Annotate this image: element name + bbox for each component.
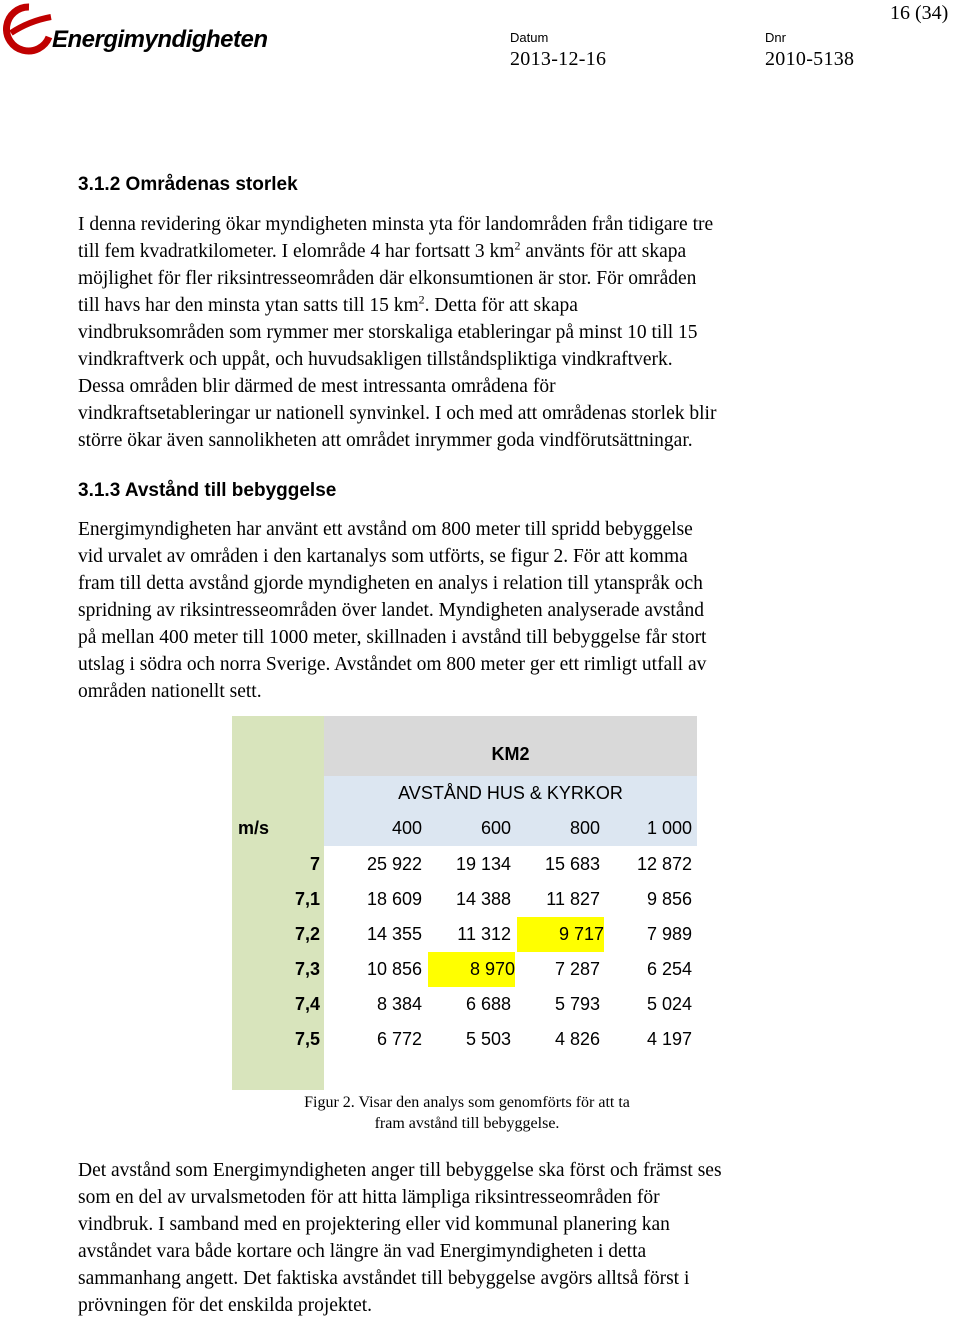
table-cell: 5 024 [646, 994, 692, 1014]
table-subtitle: AVSTÅND HUS & KYRKOR [398, 783, 623, 803]
table-cell: 6 688 [465, 994, 511, 1014]
energimyndigheten-logo-icon [3, 3, 55, 55]
dnr-label: Dnr [765, 30, 786, 45]
table-cell-highlighted [517, 917, 604, 952]
paragraph-line: Det avstånd som Energimyndigheten anger till bebyggelse ska först och främst ses [78, 1160, 722, 1181]
table-cell: 5 793 [554, 994, 600, 1014]
table-cell: 6 254 [646, 959, 692, 979]
paragraph-line: avståndet vara både kortare och längre än vad Energimyndigheten i detta [78, 1241, 647, 1262]
dnr-value: 2010-5138 [765, 48, 855, 70]
date-value: 2013-12-16 [510, 48, 607, 70]
paragraph-line: möjlighet för fler riksintresseområden där elkonsumtionen är stor. För områden [78, 268, 697, 289]
table-cell: 9 856 [646, 889, 692, 909]
paragraph-line: större ökar även sannolikheten att området inrymmer goda vindförutsättningar. [78, 430, 693, 451]
caption-line: fram avstånd till bebyggelse. [374, 1115, 560, 1132]
table-cell-highlighted [428, 952, 515, 987]
paragraph-line: sammanhang angett. Det faktiska avståndet till bebyggelse avgörs alltså först i [78, 1268, 690, 1289]
table-cell: 6 772 [376, 1029, 422, 1049]
table-cell-value: 8 970 [469, 959, 515, 979]
section-heading-avstand-till-bebyggelse: 3.1.3 Avstånd till bebyggelse [78, 480, 337, 501]
table-column-header: 800 [569, 818, 600, 838]
table-cell: 11 312 [457, 924, 511, 944]
paragraph-line: fram till detta avstånd gjorde myndigheten en analys i relation till ytanspråk och [78, 573, 703, 594]
table-row-label: 7 [309, 854, 320, 874]
paragraph-line: vindbruksområden som rymmer mer storskaliga etableringar på minst 10 till 15 [78, 322, 698, 343]
paragraph-line: områden nationellt sett. [78, 681, 262, 702]
table-column-header: 400 [391, 818, 422, 838]
page-number: 16 (34) [890, 2, 949, 24]
table-row-label: 7,1 [294, 889, 320, 909]
paragraph-line: Dessa områden blir därmed de mest intressanta områdena för [78, 376, 556, 397]
figure-caption [262, 1092, 672, 1134]
table-row-header-label: m/s [238, 818, 270, 838]
line-text: till havs har den minsta ytan satts till 15 km [78, 295, 419, 316]
paragraph-line: vid urvalet av områden i den kartanalys som utförts, se figur 2. För att komma [78, 546, 688, 567]
distance-analysis-table [232, 716, 697, 1090]
date-label: Datum [510, 30, 549, 45]
table-cell: 25 922 [366, 854, 422, 874]
table-cell: 10 856 [366, 959, 422, 979]
table-cell: 12 872 [636, 854, 692, 874]
logo-text: Energimyndigheten [52, 26, 268, 53]
paragraph-line: Energimyndigheten har använt ett avstånd om 800 meter till spridd bebyggelse [78, 519, 693, 540]
table-cell: 18 609 [366, 889, 422, 909]
caption-line: Figur 2. Visar den analys som genomförts för att ta [304, 1094, 630, 1111]
line-text: . Detta för att skapa [424, 295, 578, 316]
paragraph-line: I denna revidering ökar myndigheten minsta yta för landområden från tidigare tre [78, 214, 714, 235]
paragraph-line [78, 292, 858, 319]
superscript: 2 [418, 292, 425, 307]
table-cell: 19 134 [455, 854, 511, 874]
table-cell: 5 503 [465, 1029, 511, 1049]
paragraph-line: som en del av urvalsmetoden för att hitta lämpliga riksintresseområden för [78, 1187, 660, 1208]
superscript: 2 [514, 238, 521, 253]
table-cell-value: 9 717 [558, 924, 604, 944]
paragraph-line: spridning av riksintresseområden över landet. Myndigheten analyserade avstånd [78, 600, 704, 621]
section-paragraph-avstand [78, 516, 858, 705]
table-row-label: 7,2 [294, 924, 320, 944]
paragraph-line: vindkraftsetableringar ur nationell synvinkel. I och med att områdenas storlek blir [78, 403, 717, 424]
paragraph-line: vindbruk. I samband med en projektering eller vid kommunal planering kan [78, 1214, 670, 1235]
paragraph-line: vindkraftverk och uppåt, och huvudsakligen tillståndspliktiga vindkraftverk. [78, 349, 673, 370]
closing-paragraph [78, 1157, 858, 1319]
paragraph-line [78, 238, 858, 265]
table-row-label: 7,3 [294, 959, 320, 979]
line-text: till fem kvadratkilometer. I elområde 4 har fortsatt 3 km [78, 241, 515, 262]
table-cell: 4 826 [554, 1029, 600, 1049]
table-cell: 4 197 [646, 1029, 692, 1049]
section-heading-omradenas-storlek: 3.1.2 Områdenas storlek [78, 174, 298, 195]
table-cell: 7 989 [646, 924, 692, 944]
table-cell: 7 287 [554, 959, 600, 979]
table-cell: 15 683 [544, 854, 600, 874]
table-cell: 11 827 [546, 889, 600, 909]
table-title: KM2 [491, 744, 530, 764]
table-cell: 14 388 [455, 889, 511, 909]
table-cell: 14 355 [366, 924, 422, 944]
table-row-label: 7,5 [294, 1029, 320, 1049]
table-column-header: 600 [480, 818, 511, 838]
paragraph-line: på mellan 400 meter till 1000 meter, skillnaden i avstånd till bebyggelse får stort [78, 627, 707, 648]
section-paragraph-omradenas-storlek [78, 211, 858, 454]
paragraph-line: utslag i södra och norra Sverige. Avståndet om 800 meter ger ett rimligt utfall av [78, 654, 707, 675]
table-row-label: 7,4 [294, 994, 320, 1014]
paragraph-line: prövningen för det enskilda projektet. [78, 1295, 373, 1316]
table-cell: 8 384 [376, 994, 422, 1014]
table-column-header: 1 000 [646, 818, 692, 838]
line-text: använts för att skapa [520, 241, 687, 262]
